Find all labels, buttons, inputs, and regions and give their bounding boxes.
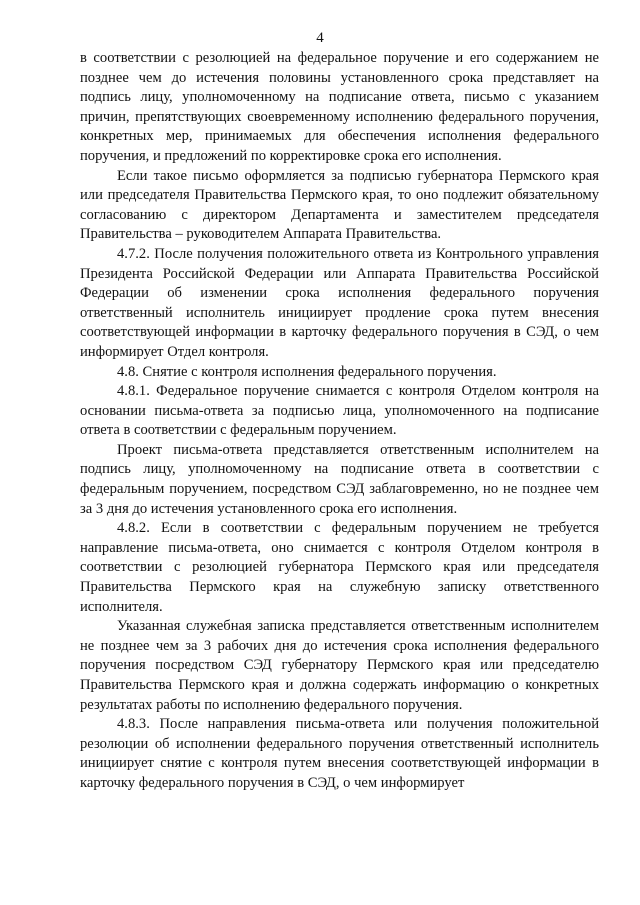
paragraph-continuation: в соответствии с резолюцией на федеральное поручение и его содержанием не позднее чем до истечения половины установленного срока представляет на подпись лицу, уполномоченному на подписание ответа, письмо с указанием причин, препятствующих своевременному исполнению федерального поручения, конкретных мер, принимаемых для обеспечения исполнения федерального поручения, и предложений по корректировке срока его исполнения. xyxy=(80,50,599,164)
paragraph-signature-approval: Если такое письмо оформляется за подписью губернатора Пермского края или председателя Правительства Пермского края, то оно подлежит обязательному согласованию с директором Департамента и заместителем председателя Правительства – руководителем Аппарата Правительства. xyxy=(80,167,599,243)
document-body xyxy=(80,49,599,794)
paragraph-4-8-heading: 4.8. Снятие с контроля исполнения федерального поручения. xyxy=(117,363,497,380)
paragraph-4-8-1: 4.8.1. Федеральное поручение снимается с контроля Отделом контроля на основании письма-ответа за подписью лица, уполномоченного на подписание ответа в соответствии с федеральным поручением. xyxy=(80,383,599,439)
paragraph-4-7-2: 4.7.2. После получения положительного ответа из Контрольного управления Президента Российской Федерации или Аппарата Правительства Российской Федерации об изменении срока исполнения федерального поручения ответственный исполнитель инициирует продление срока путем внесения соответствующей информации в карточку федерального поручения в СЭД, о чем информирует Отдел контроля. xyxy=(80,245,599,360)
paragraph-memo: Указанная служебная записка представляется ответственным исполнителем не позднее чем за 3 рабочих дня до истечения срока исполнения федерального поручения посредством СЭД губернатору Пермского края или председателю Правительства Пермского края и должна содержать информацию о конкретных результатах работы по исполнению федерального поручения. xyxy=(80,618,599,713)
paragraph-4-8-3: 4.8.3. После направления письма-ответа или получения положительной резолюции об исполнении федерального поручения ответственный исполнитель инициирует снятие с контроля путем внесения соответствующей информации в карточку федерального поручения в СЭД, о чем информирует xyxy=(80,716,599,791)
paragraph-draft-response: Проект письма-ответа представляется ответственным исполнителем на подпись лицу, уполномоченному на подписание ответа в соответствии с федеральным поручением, посредством СЭД заблаговременно, но не позднее чем за 3 дня до истечения установленного срока его исполнения. xyxy=(80,441,599,517)
paragraph-4-8-2: 4.8.2. Если в соответствии с федеральным поручением не требуется направление письма-ответа, оно снимается с контроля Отделом контроля в соответствии с резолюцией губернатора Пермского края или председателя Правительства Пермского края на служебную записку ответственного исполнителя. xyxy=(80,520,599,615)
page-number: 4 xyxy=(316,30,324,46)
